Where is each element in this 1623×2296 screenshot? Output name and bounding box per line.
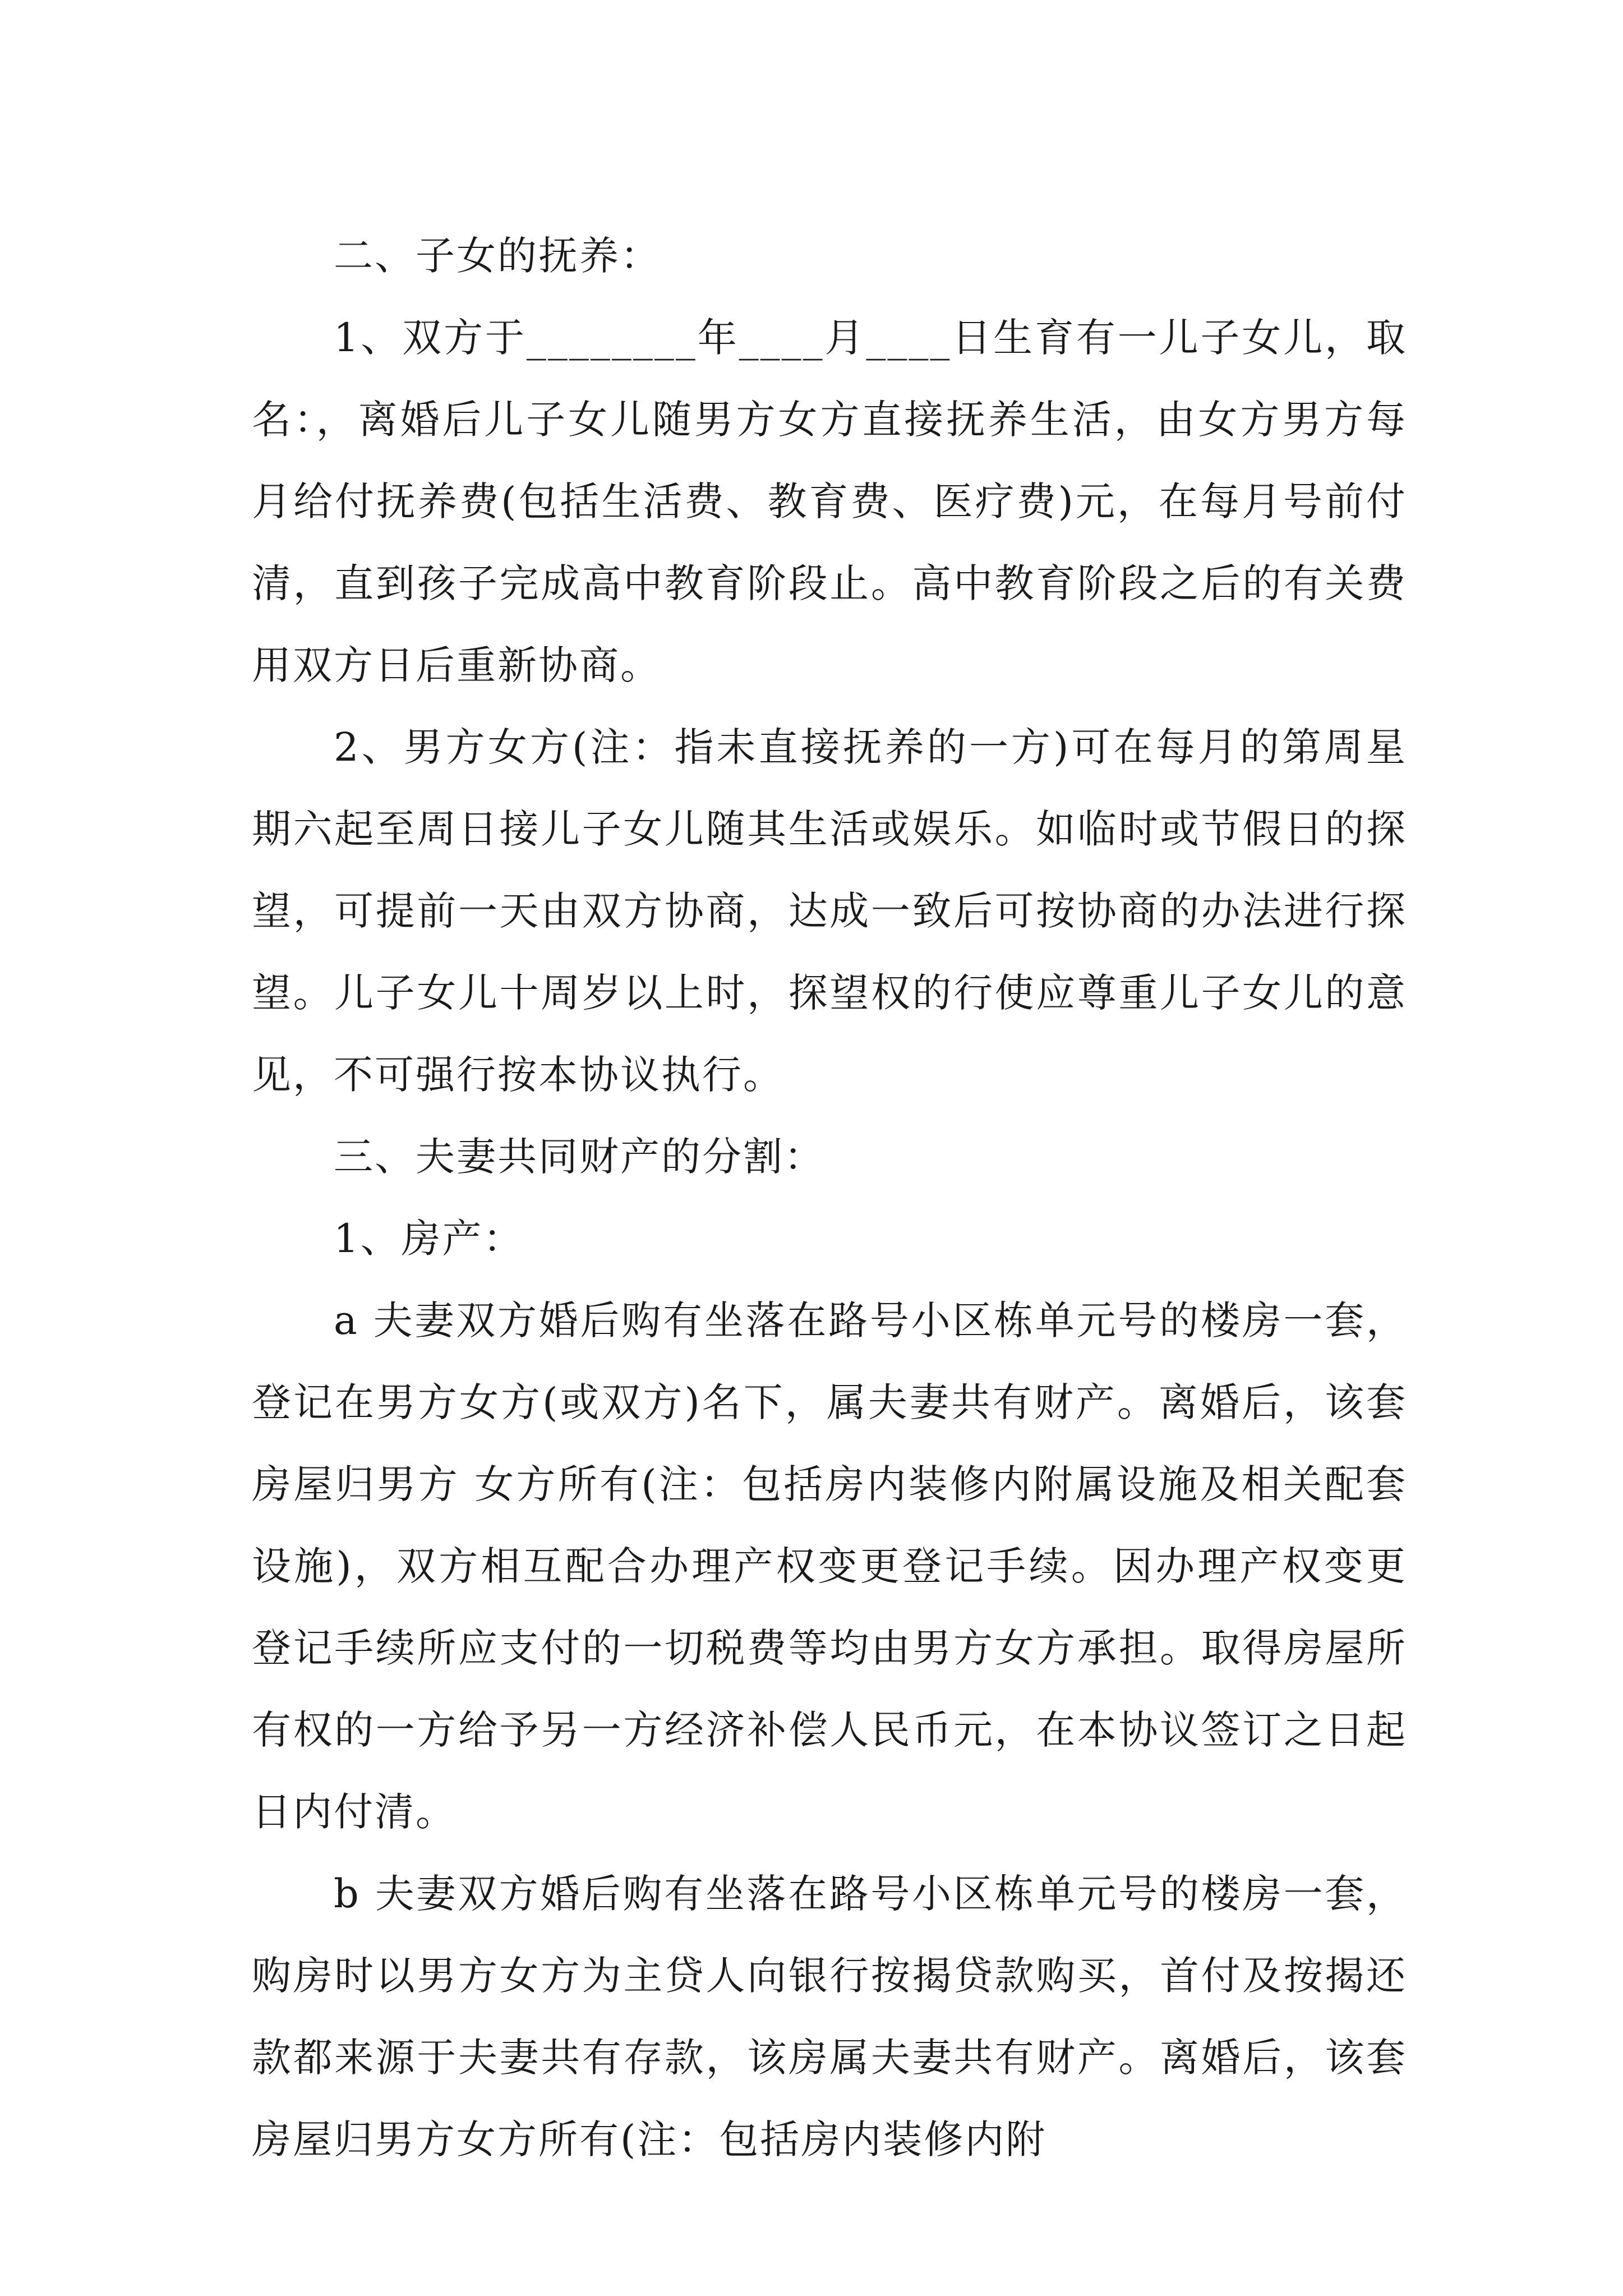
subheading-real-estate: 1、房产： <box>334 1216 524 1262</box>
document-body <box>252 215 1407 2180</box>
paragraph-visitation: 2、男方女方(注：指未直接抚养的一方)可在每月的第周星期六起至周日接儿子女儿随其生活或娱乐。如临时或节假日的探望，可提前一天由双方协商，达成一致后可按协商的办法进行探望。儿子女儿十周岁以上时，探望权的行使应尊重儿子女儿的意见，不可强行按本协议执行。 <box>252 724 1407 1098</box>
paragraph-property-a: a 夫妻双方婚后购有坐落在路号小区栋单元号的楼房一套，登记在男方女方(或双方)名下，属夫妻共有财产。离婚后，该套房屋归男方 女方所有(注：包括房内装修内附属设施及相关配套设施)，双方相互配合办理产权变更登记手续。因办理产权变更登记手续所应支付的一切税费等均由男方女方承担。取得房屋所有权的一方给予另一方经济补偿人民币元，在本协议签订之日起日内付清。 <box>252 1297 1407 1835</box>
section-heading-property-division: 三、夫妻共同财产的分割： <box>334 1134 825 1180</box>
paragraph-property-b: b 夫妻双方婚后购有坐落在路号小区栋单元号的楼房一套，购房时以男方女方为主贷人向银行按揭贷款购买，首付及按揭还款都来源于夫妻共有存款，该房属夫妻共有财产。离婚后，该套房屋归男方女方所有(注：包括房内装修内附 <box>252 1871 1407 2162</box>
paragraph-child-support: 1、双方于________年____月____日生育有一儿子女儿，取名：，离婚后儿子女儿随男方女方直接抚养生活，由女方男方每月给付抚养费(包括生活费、教育费、医疗费)元，在每月号前付清，直到孩子完成高中教育阶段止。高中教育阶段之后的有关费用双方日后重新协商。 <box>252 315 1407 688</box>
section-heading-child-custody: 二、子女的抚养： <box>334 233 661 279</box>
